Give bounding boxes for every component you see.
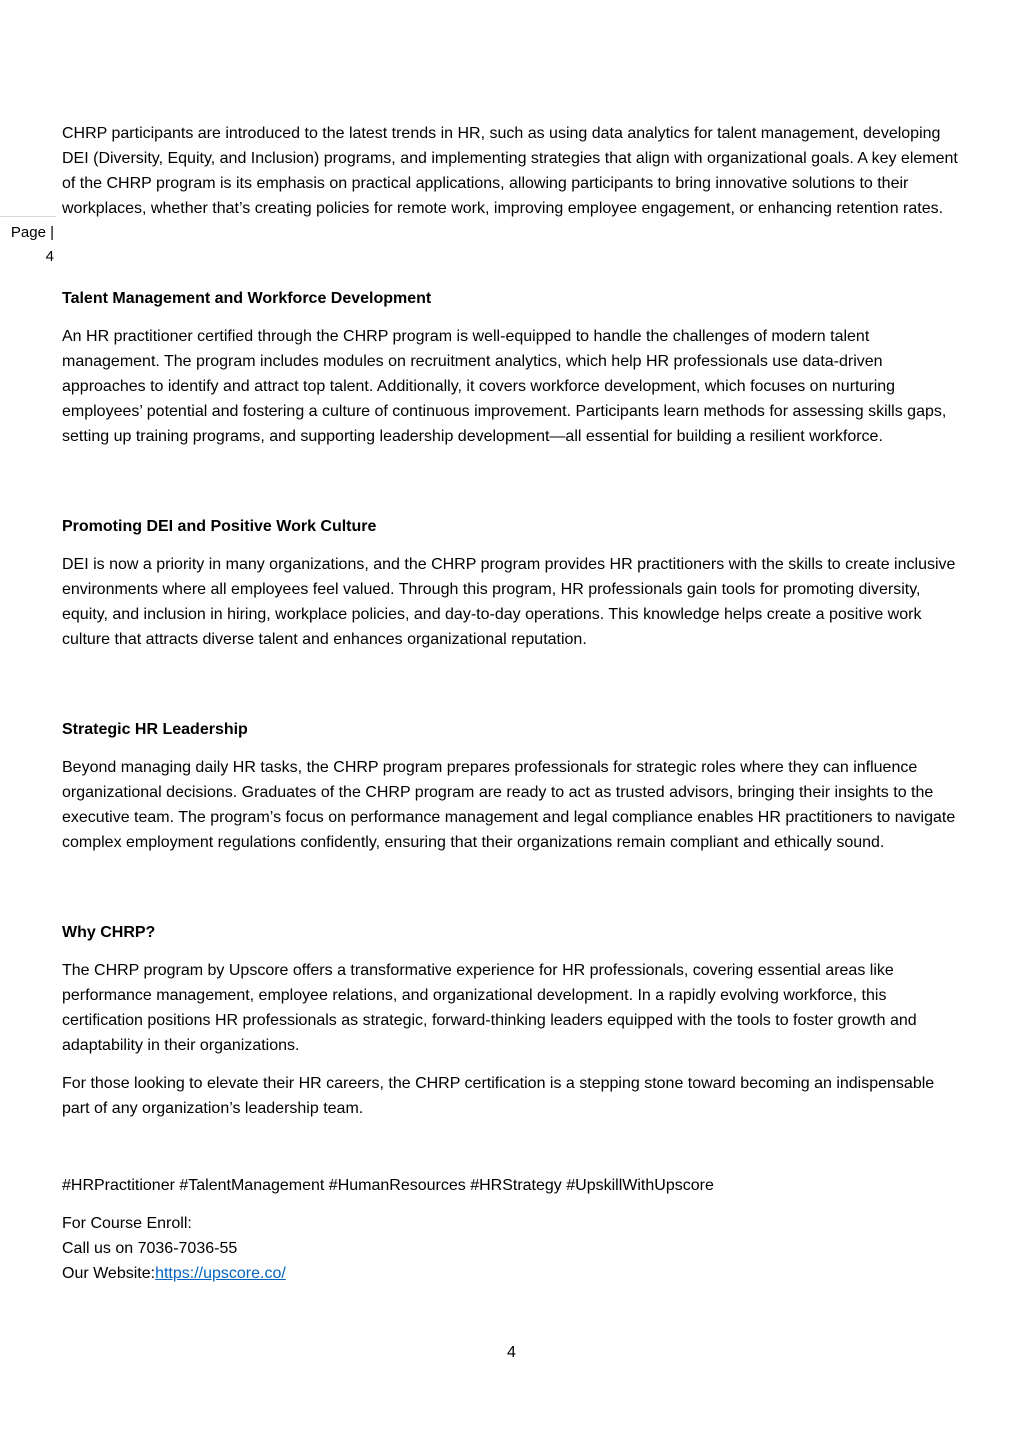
spacer <box>62 868 962 920</box>
page-label: Page | <box>10 224 54 241</box>
footer-page-number: 4 <box>507 1344 516 1361</box>
document-body <box>62 121 962 1299</box>
section-body-why-chrp-closing: For those looking to elevate their HR careers, the CHRP certification is a stepping stone toward becoming an indispensable part of any organization’s leadership team. <box>62 1075 935 1117</box>
section-body-why-chrp: The CHRP program by Upscore offers a transformative experience for HR professionals, covering essential areas like performance management, employee relations, and organizational development. In a rapidly evolving workforce, this certification positions HR professionals as strategic, forward-thinking leaders equipped with the tools to foster growth and adaptability in their organizations. <box>62 962 917 1054</box>
section-heading-talent: Talent Management and Workforce Development <box>62 290 432 307</box>
spacer <box>62 665 962 717</box>
website-label: Our Website: <box>62 1265 156 1282</box>
section-heading-dei: Promoting DEI and Positive Work Culture <box>62 518 377 535</box>
website-link[interactable]: https://upscore.co/ <box>155 1265 286 1282</box>
section-heading-why-chrp: Why CHRP? <box>62 924 156 941</box>
spacer <box>62 234 962 286</box>
page-number: 4 <box>45 248 54 265</box>
section-body-leadership: Beyond managing daily HR tasks, the CHRP program prepares professionals for strategic roles where they can influence organizational decisions. Graduates of the CHRP program are ready to act as trusted advisors, bringing their insights to the executive team. The program’s focus on performance management and legal compliance enables HR practitioners to navigate complex employment regulations confidently, ensuring that their organizations remain compliant and ethically sound. <box>62 759 956 851</box>
section-heading-leadership: Strategic HR Leadership <box>62 721 248 738</box>
website-line <box>62 1261 962 1286</box>
phone-line: Call us on 7036-7036-55 <box>62 1240 238 1257</box>
section-body-dei: DEI is now a priority in many organizations, and the CHRP program provides HR practitioners with the skills to create inclusive environments where all employees feel valued. Through this program, HR professionals gain tools for promoting diversity, equity, and inclusion in hiring, workplace policies, and day-to-day operations. This knowledge helps create a positive work culture that attracts diverse talent and enhances organizational reputation. <box>62 556 956 648</box>
spacer <box>62 462 962 514</box>
section-body-talent: An HR practitioner certified through the CHRP program is well-equipped to handle the challenges of modern talent management. The program includes modules on recruitment analytics, which help HR professionals use data-driven approaches to identify and attract top talent. Additionally, it covers workforce development, which focuses on nurturing employees’ potential and fostering a culture of continuous improvement. Participants learn methods for assessing skills gaps, setting up training programs, and supporting leadership development—all essential for building a resilient workforce. <box>62 328 947 445</box>
side-page-number <box>0 216 56 269</box>
spacer <box>62 1134 962 1173</box>
intro-paragraph: CHRP participants are introduced to the latest trends in HR, such as using data analytics for talent management, developing DEI (Diversity, Equity, and Inclusion) programs, and implementing strategies that align with organizational goals. A key element of the CHRP program is its emphasis on practical applications, allowing participants to bring innovative solutions to their workplaces, whether that’s creating policies for remote work, improving employee engagement, or enhancing retention rates. <box>62 125 958 217</box>
enroll-label: For Course Enroll: <box>62 1215 192 1232</box>
hashtags: #HRPractitioner #TalentManagement #HumanResources #HRStrategy #UpskillWithUpscore <box>62 1177 714 1194</box>
contact-block <box>62 1211 962 1286</box>
